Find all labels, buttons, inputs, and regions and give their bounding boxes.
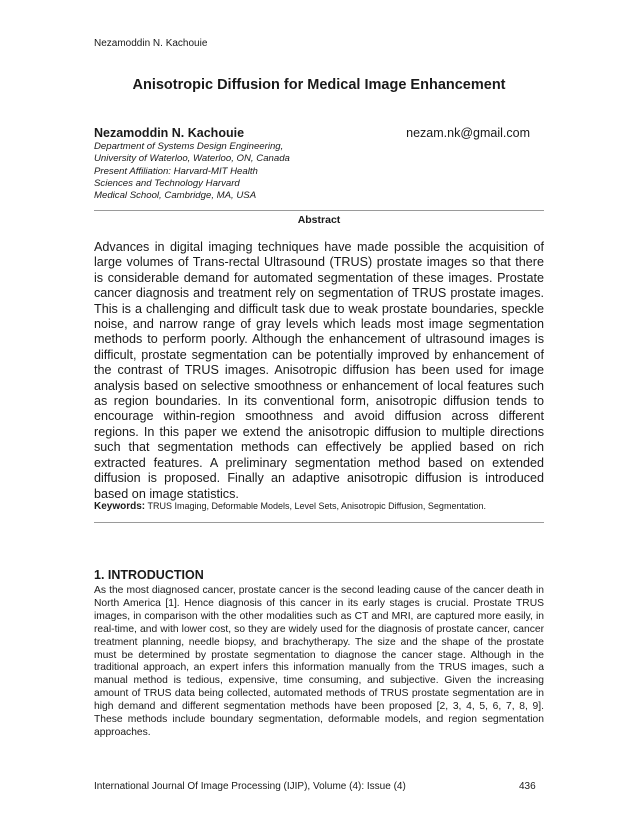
author-block [94,126,544,202]
section-heading-introduction: 1. INTRODUCTION [94,568,204,582]
affiliation-line: Present Affiliation: Harvard-MIT Health [94,165,258,177]
running-head: Nezamoddin N. Kachouie [94,38,208,49]
page-number: 436 [519,781,536,792]
affiliation [94,141,544,202]
divider [94,522,544,523]
affiliation-line: Medical School, Cambridge, MA, USA [94,190,257,202]
affiliation-line: University of Waterloo, Waterloo, ON, Canada [94,153,290,165]
author-name: Nezamoddin N. Kachouie [94,126,245,140]
abstract-body: Advances in digital imaging techniques have made possible the acquisition of large volumes of Trans-rectal Ultrasound (TRUS) prostate images so that there is considerable demand for automated segmentation of these images. Prostate cancer diagnosis and treatment rely on segmentation of TRUS prostate images. This is a challenging and difficult task due to weak prostate boundaries, speckle noise, and narrow range of gray levels which leads most image segmentation methods to perform poorly. Although the enhancement of ultrasound images is difficult, prostate segmentation can be potentially improved by enhancement of the contrast of TRUS images. Anisotropic diffusion has been used for image analysis based on selective smoothness or enhancement of local features such as region boundaries. In its conventional form, anisotropic diffusion tends to encourage within-region smoothness and avoid diffusion across different regions. In this paper we extend the anisotropic diffusion to multiple directions such that segmentation methods can effectively be applied based on rich extracted features. A preliminary segmentation method based on extended diffusion is proposed. Finally an adaptive anisotropic diffusion is introduced based on image statistics. [94,240,544,501]
footer-journal: International Journal Of Image Processing (IJIP), Volume (4): Issue (4) [94,781,406,792]
abstract-heading: Abstract [297,214,341,226]
keywords-text: TRUS Imaging, Deformable Models, Level Sets, Anisotropic Diffusion, Segmentation. [147,501,486,511]
divider [94,210,544,211]
affiliation-line: Sciences and Technology Harvard [94,177,240,189]
keywords-label: Keywords: [94,501,146,512]
affiliation-line: Department of Systems Design Engineering, [94,141,284,152]
keywords [94,501,544,512]
introduction-body: As the most diagnosed cancer, prostate cancer is the second leading cause of the cancer death in North America [1]. Hence diagnosis of this cancer in its early stages is crucial. Prostate TRUS images, in comparison with the other modalities such as CT and MRI, are captured more easily, in real-time, and with lower cost, so they are widely used for the diagnosis of prostate cancer, cancer treatment planning, needle biopsy, and brachytherapy. The size and the shape of the prostate must be determined by prostate segmentation to diagnose the cancer stage. Although in the traditional approach, an expert infers this information manually from the TRUS images, such a manual method is tedious, expensive, time consuming, and subjective. Given the increasing amount of TRUS data being collected, automated methods of TRUS prostate segmentation are in high demand and different segmentation methods have been proposed [2, 3, 4, 5, 6, 7, 8, 9]. These methods include boundary segmentation, deformable models, and region segmentation approaches. [94,585,544,738]
author-email[interactable]: nezam.nk@gmail.com [406,126,530,140]
paper-title: Anisotropic Diffusion for Medical Image Enhancement [132,77,506,93]
